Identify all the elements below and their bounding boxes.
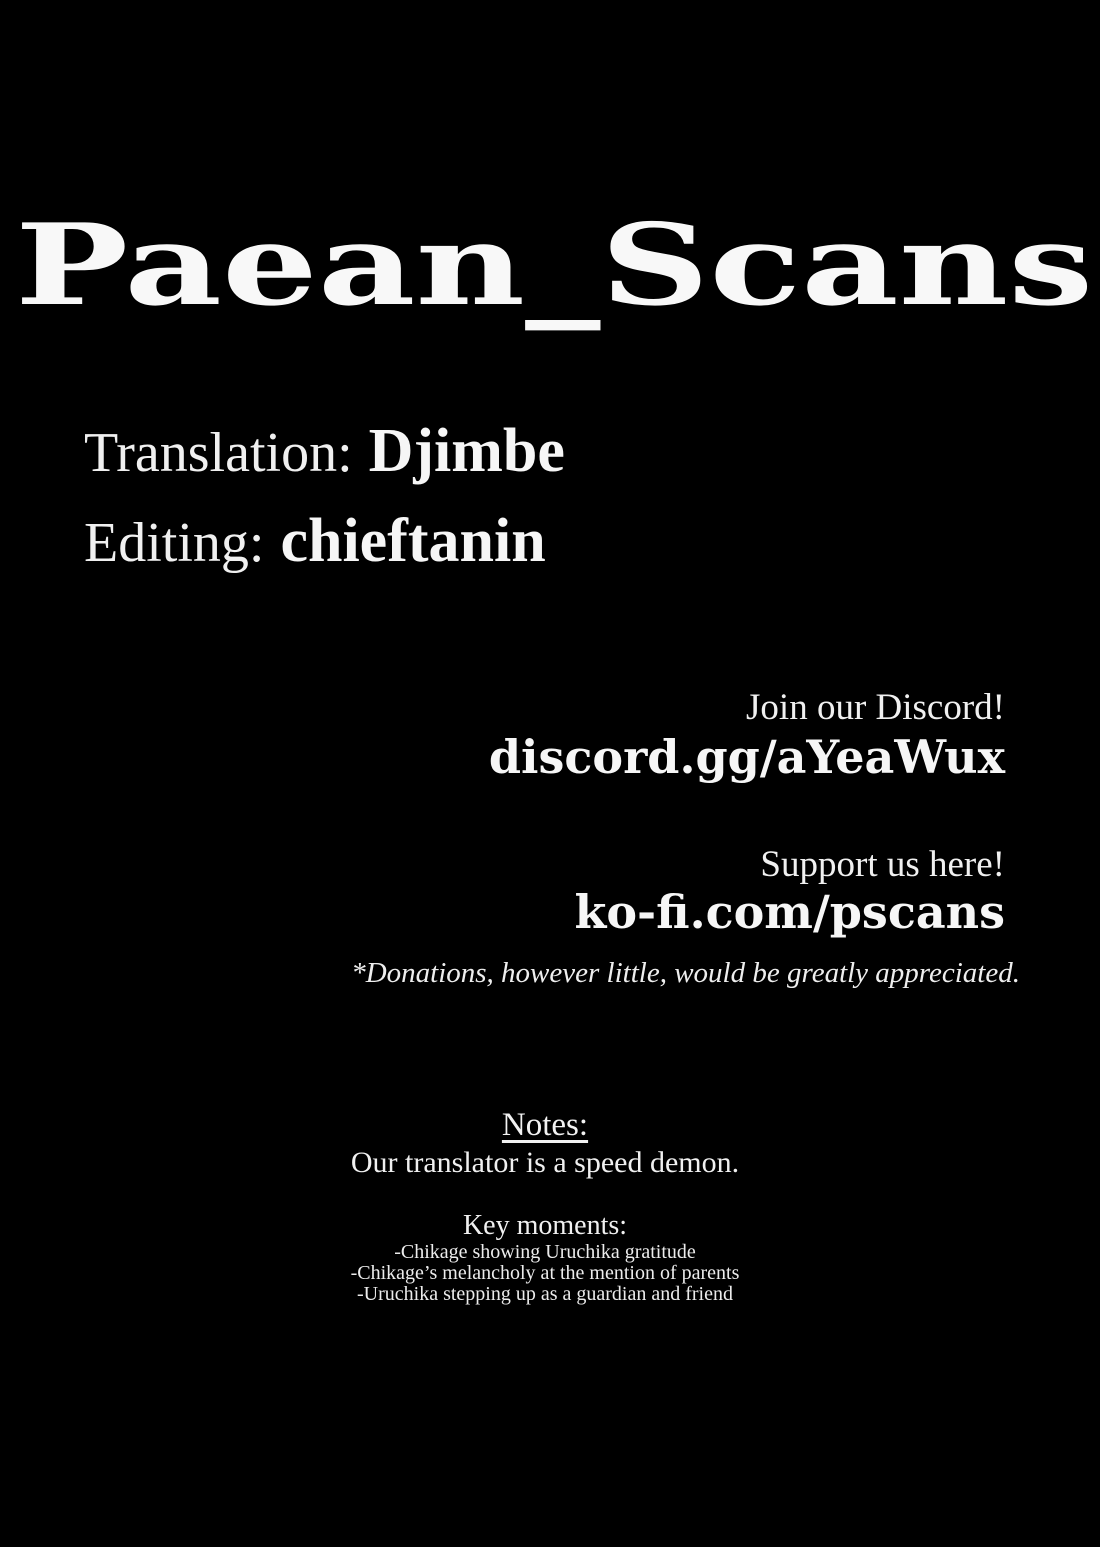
key-moments-heading: Key moments: (462, 1210, 628, 1241)
discord-cta-block (489, 686, 1005, 784)
key-moments-section (0, 1210, 1090, 1305)
key-moment-item-2: -Chikage’s melancholy at the mention of parents (350, 1262, 740, 1284)
editing-role-label: Editing: (84, 512, 265, 574)
editing-name: chieftanin (280, 507, 546, 575)
discord-heading: Join our Discord! (746, 687, 1005, 728)
notes-body: Our translator is a speed demon. (350, 1146, 740, 1179)
key-moment-item-3: -Uruchika stepping up as a guardian and friend (357, 1283, 733, 1305)
translation-role-label: Translation: (84, 422, 353, 484)
key-moment-item-1: -Chikage showing Uruchika gratitude (394, 1241, 696, 1263)
credit-line-editing (84, 504, 565, 594)
notes-heading: Notes: (501, 1107, 589, 1143)
donation-note: *Donations, however little, would be greatly appreciated. (351, 957, 1020, 989)
translation-name: Djimbe (368, 417, 565, 485)
discord-link: discord.gg/aYeaWux (488, 730, 1005, 784)
credit-line-translation (84, 414, 565, 504)
support-cta-block (575, 843, 1006, 937)
group-title: Paean_Scans (15, 200, 1094, 331)
credits-block (84, 414, 565, 594)
support-heading: Support us here! (760, 844, 1005, 885)
kofi-link: ko-fi.com/pscans (574, 885, 1005, 939)
notes-section (0, 1105, 1090, 1181)
